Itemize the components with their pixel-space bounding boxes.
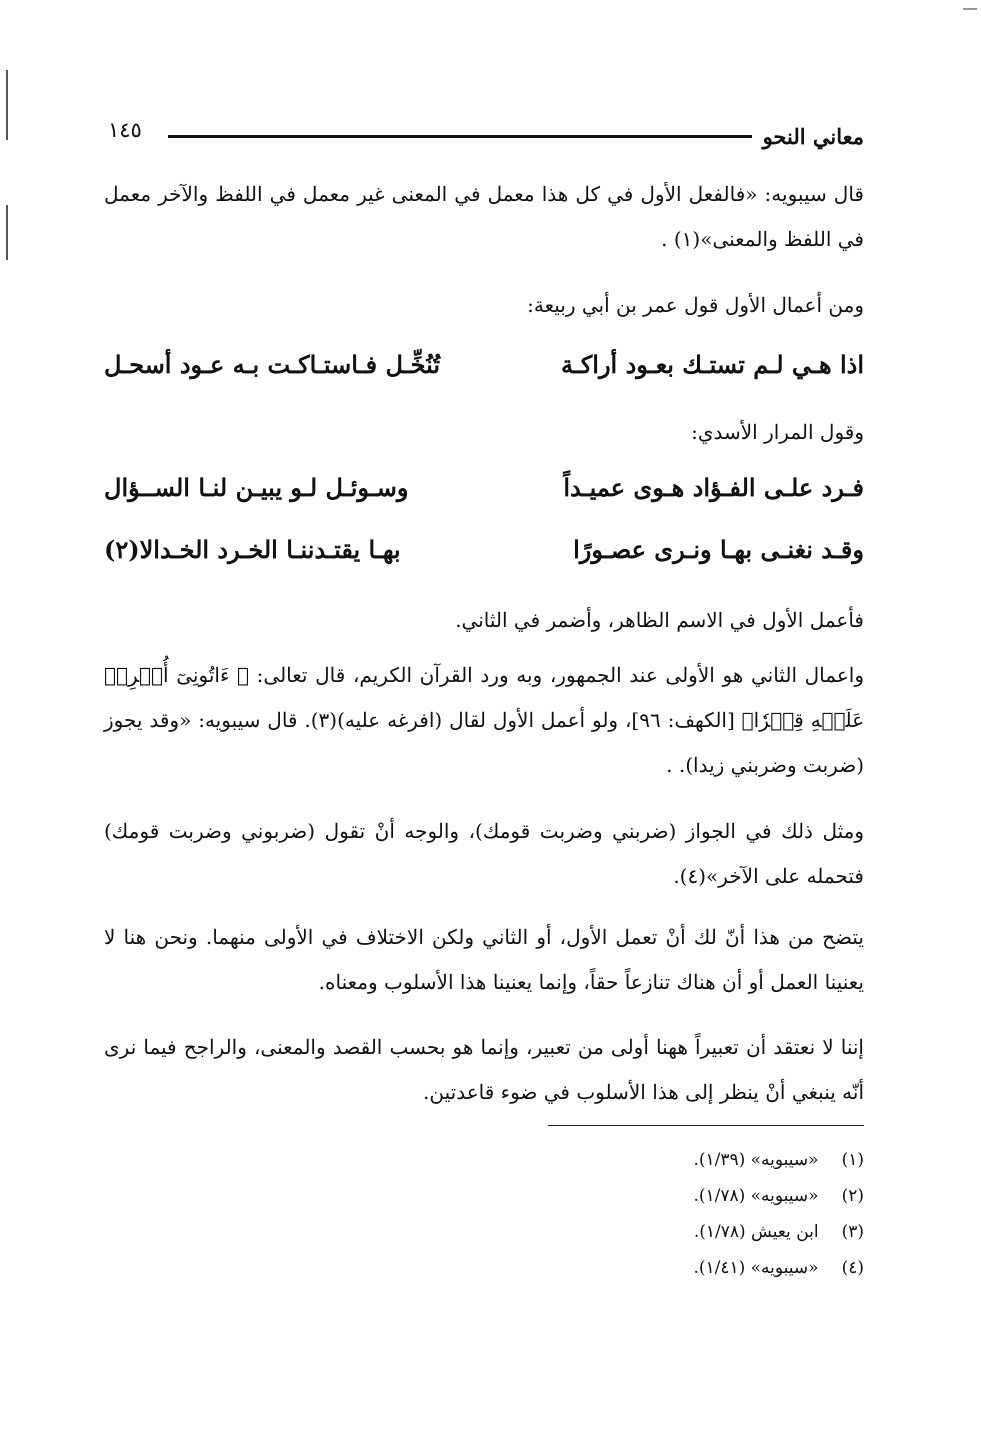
verse-first-hemistich: فـرد علـى الفـؤاد هـوى عميـداً — [563, 473, 864, 502]
paragraph: ومثل ذلك في الجواز (ضربني وضربت قومك)، والوجه أنْ تقول (ضربوني وضربت قومك) فتحمله على الآخر»(٤). — [104, 819, 864, 888]
verse-first-hemistich: اذا هـي لـم تستـك بعـود أراكـة — [560, 350, 864, 379]
paragraph: فأعمل الأول في الاسم الظاهر، وأضمر في الثاني. — [455, 608, 864, 632]
header-rule — [168, 135, 752, 138]
footnote-text: ابن يعيش (١/٧٨). — [693, 1222, 819, 1242]
footnote — [504, 1178, 864, 1214]
scan-edge-mark — [963, 8, 977, 10]
scan-edge-mark — [6, 205, 8, 260]
paragraph: يتضح من هذا أنّ لك أنْ تعمل الأول، أو الثاني ولكن الاختلاف في الأولى منهما. ونحن هنا لا يعنينا العمل أو أن هناك تنازعاً حقاً، وإنما يعنينا هذا الأسلوب ومعناه. — [104, 925, 864, 994]
paragraph: ومن أعمال الأول قول عمر بن أبي ربيعة: — [527, 293, 864, 317]
paragraph: إننا لا نعتقد أن تعبيراً ههنا أولى من تعبير، وإنما هو بحسب القصد والمعنى، والراجح فيما نرى أنّه ينبغي أنْ ينظر إلى هذا الأسلوب في ضوء قاعدتين. — [104, 1035, 864, 1104]
header-title: معاني النحو — [762, 124, 864, 149]
page-number: ١٤٥ — [108, 118, 142, 142]
footnotes — [504, 1142, 864, 1286]
paragraph: وقول المرار الأسدي: — [691, 420, 864, 444]
footnote — [504, 1142, 864, 1178]
footnote — [504, 1214, 864, 1250]
footnote-number: (٤) — [841, 1258, 864, 1278]
footnote-text: «سيبويه» (١/٣٩). — [693, 1150, 819, 1170]
footnote-text: «سيبويه» (١/٧٨). — [693, 1186, 819, 1206]
footnote-text: «سيبويه» (١/٤١). — [693, 1258, 819, 1278]
verse-first-hemistich: وقـد نغنـى بهـا ونـرى عصـورًا — [573, 535, 864, 564]
footnote-separator — [548, 1125, 864, 1126]
verse-second-hemistich: بهـا يقتـدننـا الخـرد الخـدالا(٢) — [104, 535, 401, 564]
footnote — [504, 1250, 864, 1286]
paragraph: واعمال الثاني هو الأولى عند الجمهور، وبه ورد القرآن الكريم، قال تعالى: ﴿ ءَاتُونِىٓ أُفۡرِغۡ عَلَيۡهِ قِطۡرٗا﴾ [الكهف: ٩٦]، ولو أعمل الأول لقال (افرغه عليه)(٣). قال سيبويه: «وقد يجوز (ضربت وضربني زيدا). . — [104, 663, 864, 777]
verse-second-hemistich: تُنُخِّـل فـاستـاكـت بـه عـود أسحـل — [104, 350, 441, 379]
footnote-number: (٢) — [841, 1186, 864, 1206]
verse-second-hemistich: وسـوئـل لـو يبيـن لنـا الســؤال — [104, 473, 409, 502]
verse-line — [104, 535, 864, 579]
verse-line — [104, 350, 864, 394]
verse-line — [104, 473, 864, 517]
scan-edge-mark — [6, 70, 8, 140]
footnote-number: (٣) — [841, 1222, 864, 1242]
running-header — [108, 118, 864, 158]
footnote-number: (١) — [841, 1150, 864, 1170]
paragraph: قال سيبويه: «فالفعل الأول في كل هذا معمل في المعنى غير معمل في اللفظ والآخر معمل في اللفظ والمعنى»(١) . — [104, 182, 864, 251]
